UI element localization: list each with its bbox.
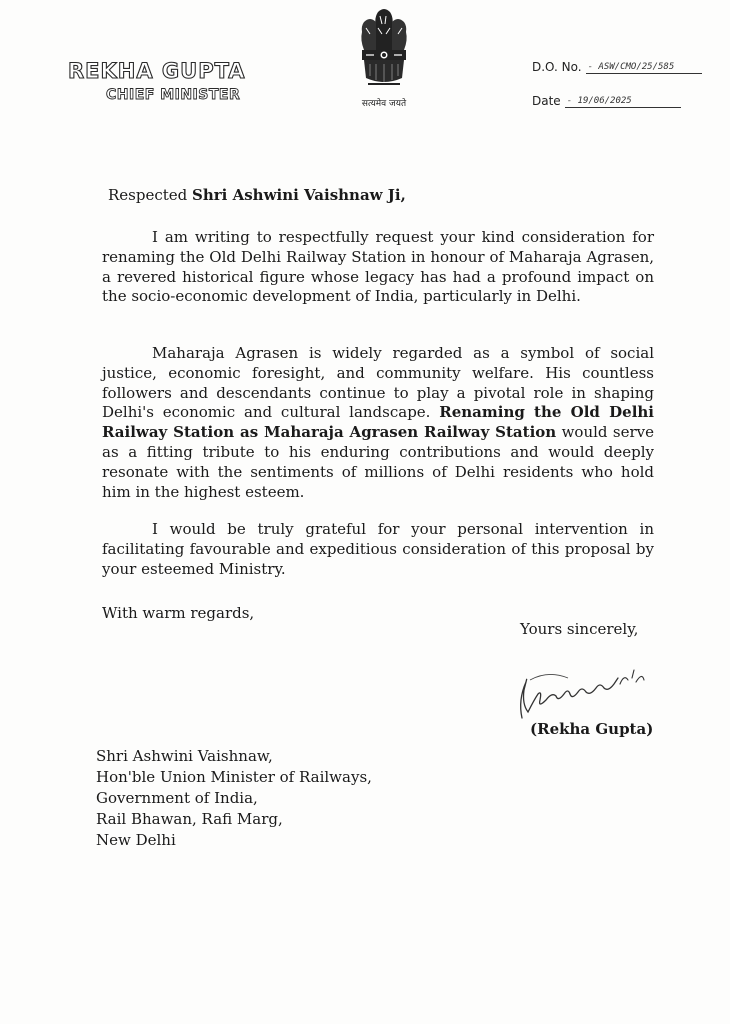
do-number-label: D.O. No. [532,60,582,74]
addressee-line: Hon'ble Union Minister of Railways, [96,768,372,786]
letter-references [532,52,722,120]
closing-sincerely: Yours sincerely, [520,620,639,638]
date-value: - 19/06/2025 [565,96,681,108]
addressee-line: New Delhi [96,831,176,849]
paragraph-3: I would be truly grateful for your personal intervention in facilitating favourable and expeditious consideration of this proposal by your esteemed Ministry. [102,520,654,578]
state-emblem-icon [352,6,416,110]
addressee-line: Shri Ashwini Vaishnaw, [96,747,273,765]
signatory-name-text: (Rekha Gupta) [530,720,654,738]
handwritten-signature [508,660,658,726]
paragraph-2-intro: Maharaja Agrasen is widely regarded as a symbol of social justice, economic foresight, and community welfare. His countless followers and descendants continue to play a pivotal role in shaping Delhi's economic and cultural landscape. [102,344,654,422]
paragraph-2 [102,344,654,502]
paragraph-2-rest: would serve as a fitting tribute to his enduring contributions and would deeply resonate with the sentiments of millions of Delhi residents who hold him in the highest esteem. [102,423,654,501]
addressee-line: Government of India, [96,789,258,807]
emblem-motto: सत्यमेव जयते [361,99,407,109]
signatory-name [530,720,653,738]
lion-capital-icon [352,6,416,96]
date-label: Date [532,94,561,108]
addressee-line: Rail Bhawan, Rafi Marg, [96,810,283,828]
paragraph-1: I am writing to respectfully request your kind consideration for renaming the Old Delhi Railway Station in honour of Maharaja Agrasen, a revered historical figure whose legacy has had a profound impact on the socio-economic development of India, particularly in Delhi. [102,228,654,306]
letterhead-sender [68,58,268,106]
sender-title: CHIEF MINISTER [106,87,241,103]
paragraph-2-highlight: Renaming the Old Delhi Railway Station as Maharaja Agrasen Railway Station [102,403,655,442]
salutation [108,186,406,204]
do-number-value: - ASW/CMO/25/585 [586,62,702,74]
sender-name: REKHA GUPTA [68,59,246,83]
salutation-name: Shri Ashwini Vaishnaw Ji, [192,186,406,204]
do-number-line [532,52,722,74]
closing-regards: With warm regards, [102,604,255,622]
salutation-prefix: Respected [108,186,193,204]
addressee-block [96,746,372,851]
date-line [532,86,722,108]
